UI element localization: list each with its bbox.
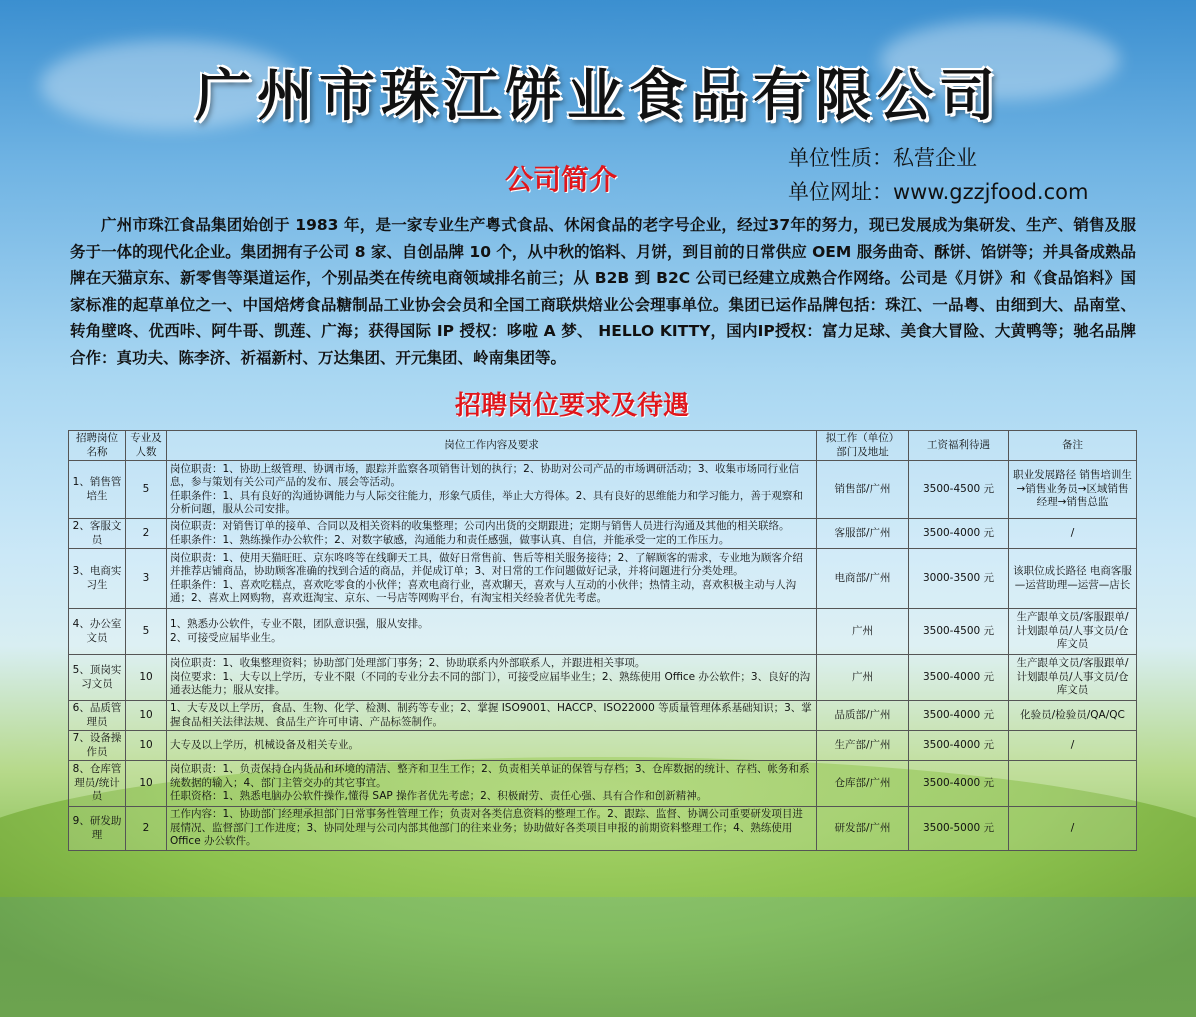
cell-salary: 3500-4500 元 bbox=[909, 609, 1009, 655]
table-row bbox=[69, 519, 1137, 549]
header-salary: 工资福利待遇 bbox=[909, 431, 1009, 461]
table-row bbox=[69, 461, 1137, 519]
cell-position: 8、仓库管理员/统计员 bbox=[69, 761, 126, 807]
unit-nature: 单位性质：私营企业 bbox=[788, 146, 977, 170]
cell-content: 大专及以上学历，机械设备及相关专业。 bbox=[167, 731, 817, 761]
header-count: 专业及 人数 bbox=[126, 431, 167, 461]
cell-remark: 生产跟单文员/客服跟单/计划跟单员/人事文员/仓库文员 bbox=[1009, 609, 1137, 655]
cell-salary: 3500-5000 元 bbox=[909, 807, 1009, 851]
cell-salary: 3000-3500 元 bbox=[909, 549, 1009, 609]
cell-count: 5 bbox=[126, 461, 167, 519]
cell-salary: 3500-4000 元 bbox=[909, 761, 1009, 807]
cell-position: 4、办公室文员 bbox=[69, 609, 126, 655]
company-intro-text: 广州市珠江食品集团始创于 1983 年，是一家专业生产粤式食品、休闲食品的老字号企业，经过37年的努力，现已发展成为集研发、生产、销售及服务于一体的现代化企业。集团拥有子公司 8 家、自创品牌 10 个，从中秋的馅料、月饼，到目前的日常供应 OEM 服务曲奇、酥饼、馅饼等；并具备成熟品牌在天猫京东、新零售等渠道运作，个别品类在传统电商领域排名前三；从 B2B 到 B2C 公司已经建立成熟合作网络。公司是《月饼》和《食品馅料》国家标准的起草单位之一、中国焙烤食品糖制品工业协会会员和全国工商联烘焙业公会理事单位。集团已运作品牌包括：珠江、一品粤、由细到大、品南堂、转角壁咚、优西咔、阿牛哥、凯莲、广海；获得国际 IP 授权：哆啦 A 梦、 HELLO KITTY，国内IP授权：富力足球、美食大冒险、大黄鸭等；驰名品牌合作：真功夫、陈李济、祈福新村、万达集团、开元集团、岭南集团等。 bbox=[70, 216, 1136, 367]
header-content: 岗位工作内容及要求 bbox=[167, 431, 817, 461]
unit-website: 单位网址：www.gzzjfood.com bbox=[788, 180, 1089, 204]
table-row bbox=[69, 807, 1137, 851]
cell-position: 5、顶岗实习文员 bbox=[69, 655, 126, 701]
cell-content: 1、熟悉办公软件，专业不限，团队意识强，服从安排。 2、可接受应届毕业生。 bbox=[167, 609, 817, 655]
cell-content: 岗位职责：1、负责保持仓内货品和环境的清洁、整齐和卫生工作；2、负责相关单证的保管与存档；3、仓库数据的统计、存档、帐务和系统数据的输入；4、部门主管交办的其它事宜。 任职资格：1、熟悉电脑办公软件操作,懂得 SAP 操作者优先考虑；2、积极耐劳、责任心强、具有合作和创新精神。 bbox=[167, 761, 817, 807]
cell-remark: 化验员/检验员/QA/QC bbox=[1009, 701, 1137, 731]
table-row bbox=[69, 701, 1137, 731]
header-remark: 备注 bbox=[1009, 431, 1137, 461]
cell-content: 工作内容：1、协助部门经理承担部门日常事务性管理工作；负责对各类信息资料的整理工作。2、跟踪、监督、协调公司重要研发项目进展情况、监督部门工作进度；3、协同处理与公司内部其他部门的往来业务；协助做好各类项目申报的前期资料整理工作；4、熟练使用 Office 办公软件。 bbox=[167, 807, 817, 851]
cell-dept: 客服部/广州 bbox=[817, 519, 909, 549]
cell-dept: 生产部/广州 bbox=[817, 731, 909, 761]
cell-dept: 研发部/广州 bbox=[817, 807, 909, 851]
table-row bbox=[69, 761, 1137, 807]
cell-content: 岗位职责：对销售订单的接单、合同以及相关资料的收集整理；公司内出货的交期跟进；定期与销售人员进行沟通及其他的相关联络。 任职条件：1、熟练操作办公软件；2、对数字敏感，沟通能力和责任感强，做事认真、自信，并能承受一定的工作压力。 bbox=[167, 519, 817, 549]
cell-position: 6、品质管理员 bbox=[69, 701, 126, 731]
cell-position: 2、客服文员 bbox=[69, 519, 126, 549]
cell-count: 10 bbox=[126, 701, 167, 731]
cell-salary: 3500-4500 元 bbox=[909, 461, 1009, 519]
cell-count: 10 bbox=[126, 731, 167, 761]
cell-dept: 仓库部/广州 bbox=[817, 761, 909, 807]
cell-remark: 生产跟单文员/客服跟单/计划跟单员/人事文员/仓库文员 bbox=[1009, 655, 1137, 701]
cell-content: 1、大专及以上学历，食品、生物、化学、检测、制药等专业；2、掌握 ISO9001、HACCP、ISO22000 等质量管理体系基础知识；3、掌握食品相关法律法规、食品生产许可申请、产品标签制作。 bbox=[167, 701, 817, 731]
cell-content: 岗位职责：1、使用天猫旺旺、京东咚咚等在线聊天工具，做好日常售前、售后等相关服务接待；2、了解顾客的需求，专业地为顾客介绍并推荐店铺商品，协助顾客准确的找到合适的商品，并促成订单；3、对日常的工作问题做好记录，并将问题进行分类处理。 任职条件：1、喜欢吃糕点，喜欢吃零食的小伙伴；喜欢电商行业，喜欢聊天，喜欢与人互动的小伙伴；热情主动，喜欢积极主动与人沟通；2、喜欢上网购物，喜欢逛淘宝、京东、一号店等网购平台，有淘宝相关经验者优先考虑。 bbox=[167, 549, 817, 609]
table-row bbox=[69, 549, 1137, 609]
header-dept: 拟工作（单位） 部门及地址 bbox=[817, 431, 909, 461]
cell-content: 岗位职责：1、收集整理资料；协助部门处理部门事务；2、协助联系内外部联系人，并跟进相关事项。 岗位要求：1、大专以上学历，专业不限（不同的专业分去不同的部门），可接受应届毕业生；2、熟练使用 Office 办公软件；3、良好的沟通表达能力；服从安排。 bbox=[167, 655, 817, 701]
cell-dept: 广州 bbox=[817, 655, 909, 701]
cell-salary: 3500-4000 元 bbox=[909, 655, 1009, 701]
cell-position: 9、研发助理 bbox=[69, 807, 126, 851]
recruitment-table bbox=[68, 430, 1137, 851]
cell-dept: 电商部/广州 bbox=[817, 549, 909, 609]
cell-count: 2 bbox=[126, 519, 167, 549]
cell-remark: / bbox=[1009, 519, 1137, 549]
table-row bbox=[69, 655, 1137, 701]
cell-remark bbox=[1009, 761, 1137, 807]
cell-content: 岗位职责：1、协助上级管理、协调市场，跟踪并监察各项销售计划的执行；2、协助对公司产品的市场调研活动；3、收集市场同行业信息，参与策划有关公司产品的发布、展会等活动。 任职条件：1、具有良好的沟通协调能力与人际交往能力，形象气质佳，举止大方得体。2、具有良好的思维能力和学习能力，善于观察和分析问题，服从公司安排。 bbox=[167, 461, 817, 519]
recruit-heading: 招聘岗位要求及待遇 bbox=[455, 391, 690, 421]
company-intro-heading: 公司简介 bbox=[505, 163, 618, 196]
cell-dept: 品质部/广州 bbox=[817, 701, 909, 731]
cell-position: 3、电商实习生 bbox=[69, 549, 126, 609]
company-title: 广州市珠江饼业食品有限公司 bbox=[195, 63, 1001, 129]
cell-dept: 销售部/广州 bbox=[817, 461, 909, 519]
cell-remark: / bbox=[1009, 731, 1137, 761]
cell-salary: 3500-4000 元 bbox=[909, 701, 1009, 731]
cell-remark: 该职位成长路径 电商客服—运营助理—运营—店长 bbox=[1009, 549, 1137, 609]
table-row bbox=[69, 731, 1137, 761]
header-position: 招聘岗位 名称 bbox=[69, 431, 126, 461]
cell-salary: 3500-4000 元 bbox=[909, 731, 1009, 761]
cell-dept: 广州 bbox=[817, 609, 909, 655]
cell-remark: / bbox=[1009, 807, 1137, 851]
cell-count: 5 bbox=[126, 609, 167, 655]
cell-count: 10 bbox=[126, 655, 167, 701]
cell-position: 1、销售管培生 bbox=[69, 461, 126, 519]
cell-count: 10 bbox=[126, 761, 167, 807]
table-row bbox=[69, 609, 1137, 655]
cell-salary: 3500-4000 元 bbox=[909, 519, 1009, 549]
table-header-row bbox=[69, 431, 1137, 461]
cell-count: 2 bbox=[126, 807, 167, 851]
cell-position: 7、设备操作员 bbox=[69, 731, 126, 761]
cell-count: 3 bbox=[126, 549, 167, 609]
cell-remark: 职业发展路径 销售培训生→销售业务员→区域销售经理→销售总监 bbox=[1009, 461, 1137, 519]
